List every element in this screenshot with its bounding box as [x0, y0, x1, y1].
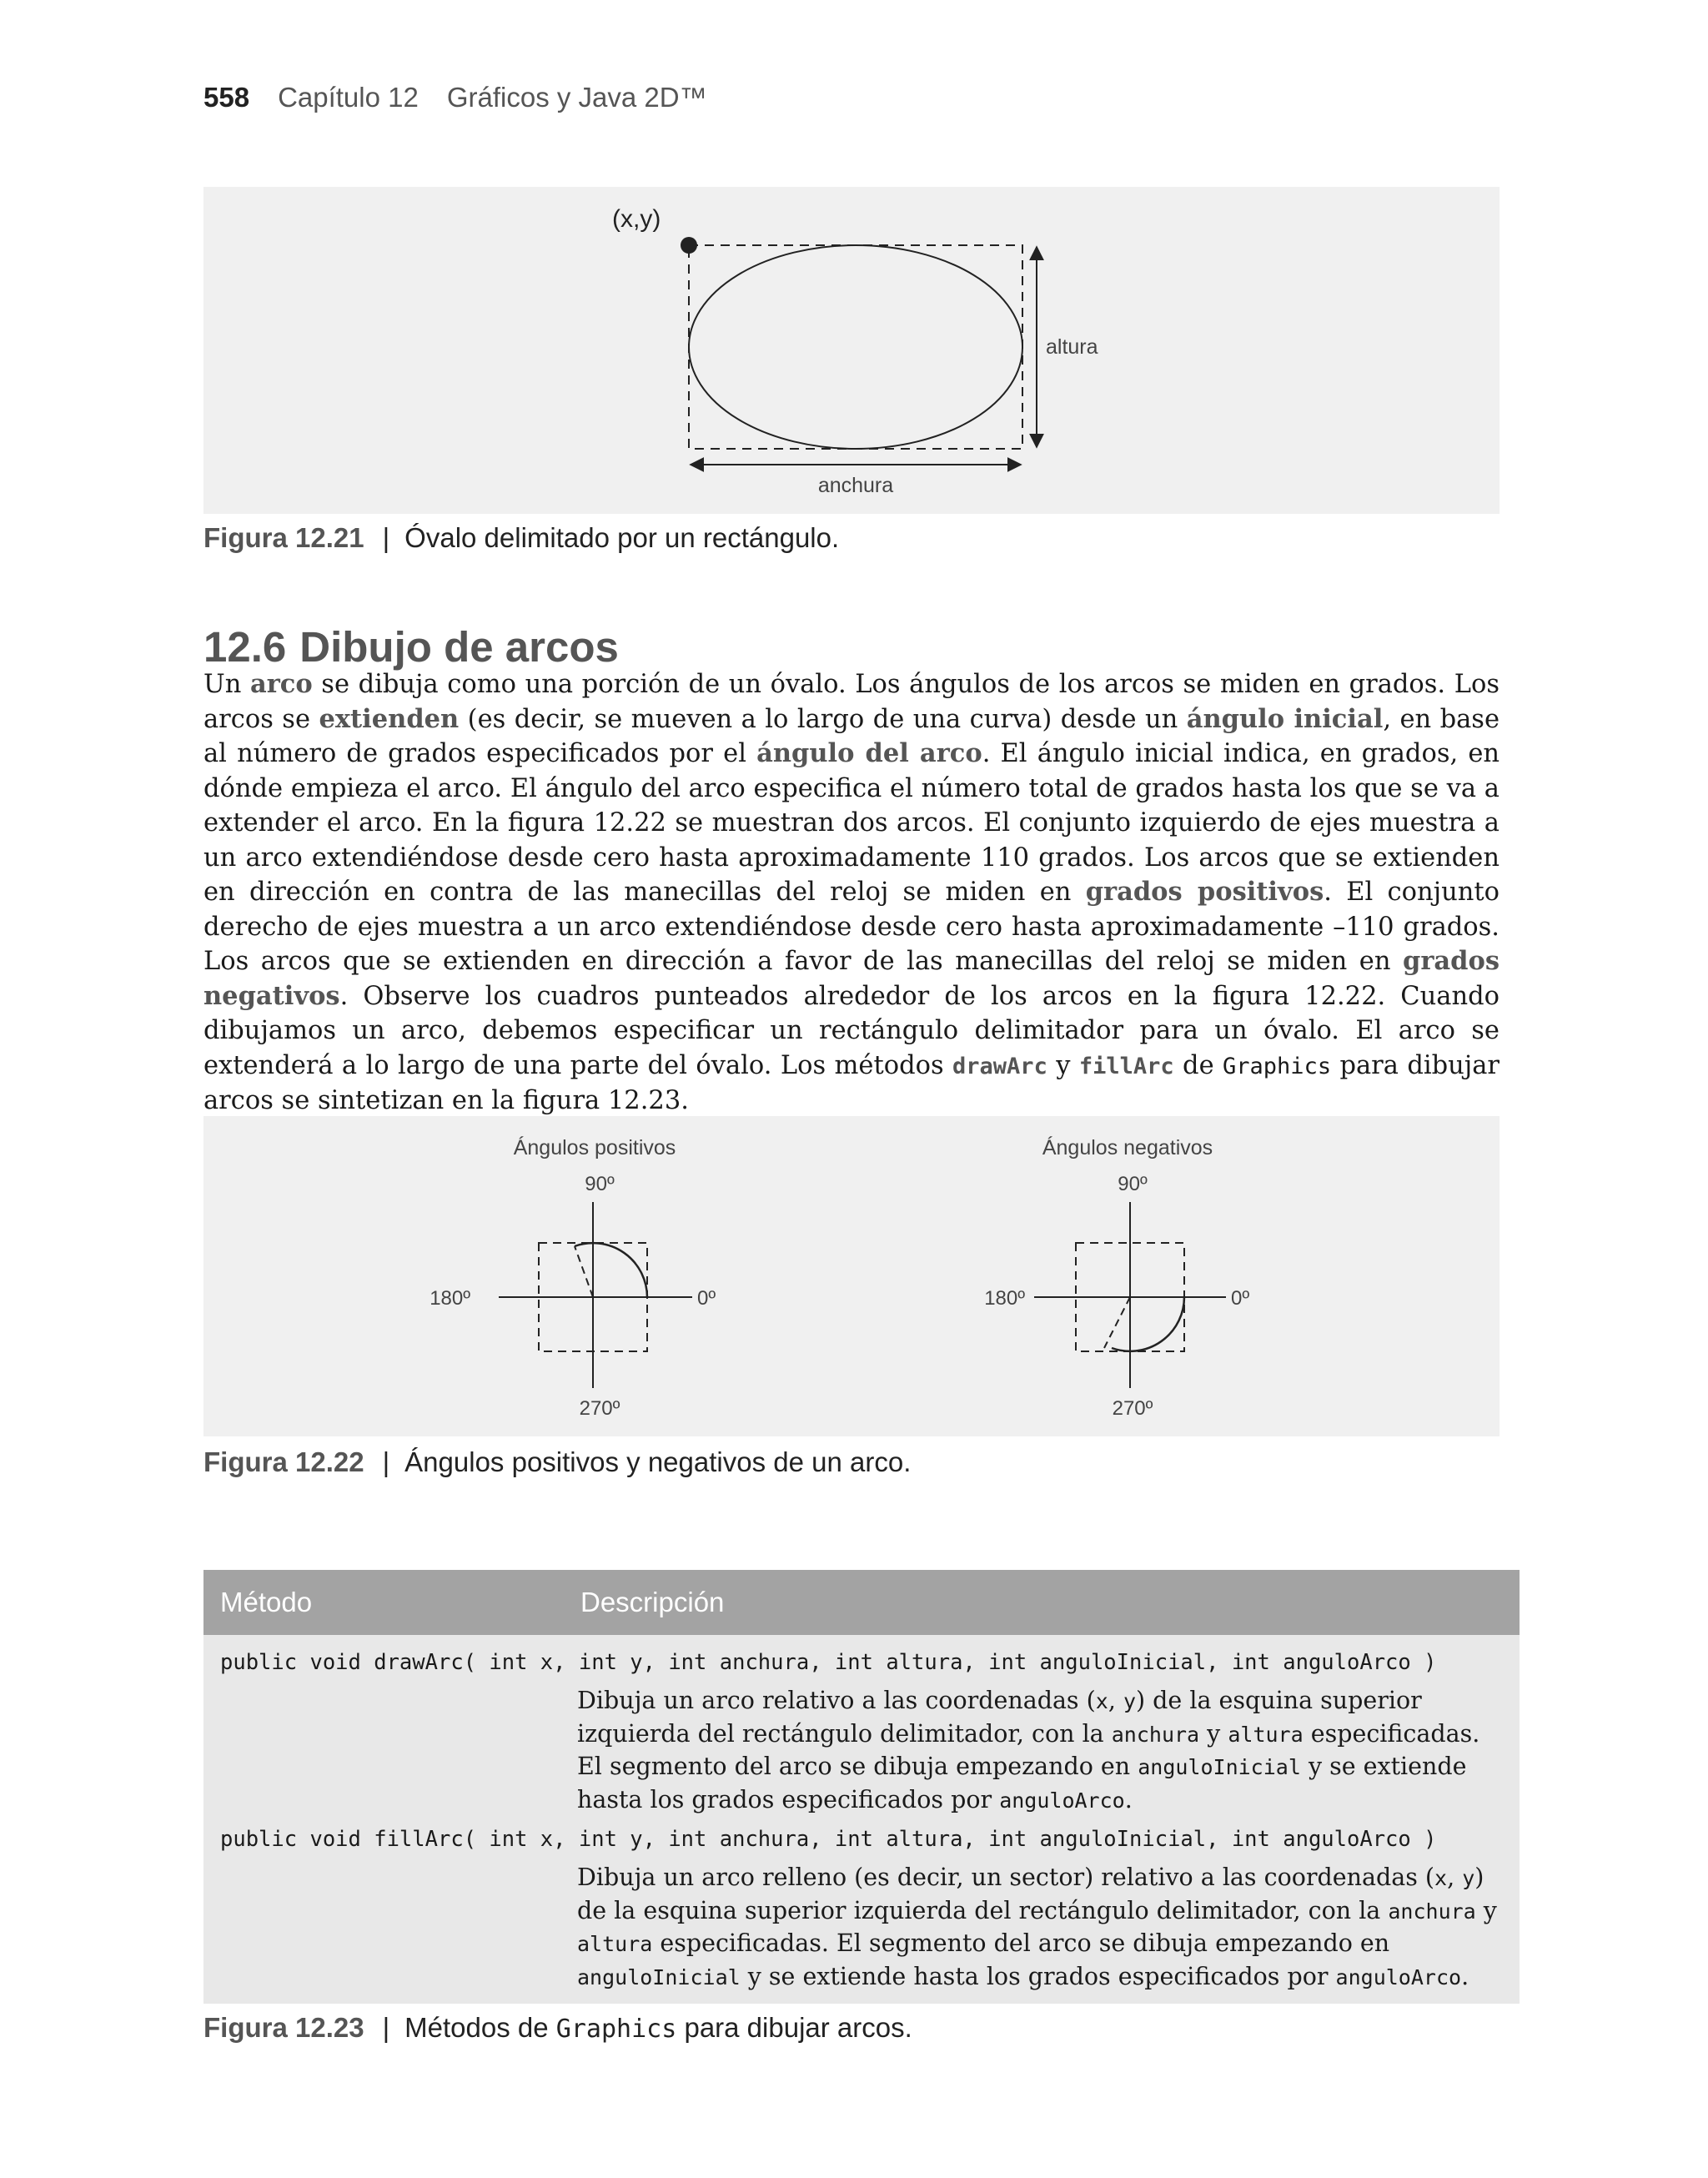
caption-label: Figura 12.23	[203, 2012, 364, 2043]
caption-text-before: Métodos de	[404, 2012, 556, 2043]
table-header	[203, 1570, 1520, 1635]
description-run: y se extiende hasta los grados especificados por	[740, 1962, 1336, 1990]
description-run: ) de la esquina superior izquierda del rectángulo delimitador, con la	[577, 1687, 1422, 1748]
method-signature-drawarc: public void drawArc( int x, int y, int anchura, int altura, int anguloInicial, int anguloArco )	[220, 1650, 1437, 1675]
negative-arc	[1112, 1297, 1184, 1351]
page-number: 558	[203, 82, 250, 113]
paragraph-run: Un	[203, 670, 250, 699]
running-header	[203, 82, 707, 113]
description-run: Dibuja un arco relativo a las coordenadas (	[577, 1687, 1096, 1714]
positive-arc-end-radius	[575, 1246, 593, 1297]
description-run: y	[1199, 1719, 1228, 1748]
paragraph-bold-run: grados negativos	[203, 946, 1500, 1011]
description-run: ,	[1108, 1687, 1123, 1714]
description-run: especificadas. El segmento del arco se dibuja empezando en	[577, 1719, 1480, 1780]
caption-separator: |	[382, 2012, 390, 2043]
description-code-run: anguloArco	[1335, 1964, 1462, 1989]
paragraph-bold-run: arco	[249, 669, 313, 699]
description-run: y se extiende hasta los grados especificados por	[577, 1753, 1467, 1813]
height-label: altura	[1046, 335, 1098, 359]
description-run: ,	[1447, 1864, 1463, 1891]
negative-angles-axes	[984, 1135, 1249, 1420]
label-90-left: 90º	[585, 1173, 615, 1195]
label-0-left: 0º	[697, 1287, 716, 1310]
paragraph-run: de	[1173, 1050, 1223, 1080]
paragraph-code-run: Graphics	[1223, 1053, 1332, 1079]
negative-angles-title: Ángulos negativos	[1042, 1136, 1213, 1159]
methods-table	[203, 1570, 1520, 2004]
caption-separator: |	[382, 522, 390, 553]
label-180-right: 180º	[984, 1287, 1025, 1310]
column-header-method: Método	[220, 1587, 313, 1617]
width-label: anchura	[817, 474, 894, 497]
paragraph-run: . Observe los cuadros punteados alrededor de los arcos en la figura 12.22. Cuando dibujamos un arco, debemos especificar un rectángulo delimitador para un óvalo. El arco se extenderá a lo largo de una parte del óvalo. Los métodos	[203, 981, 1500, 1080]
paragraph-code-bold-run: drawArc	[952, 1053, 1047, 1079]
figure-12-21-panel	[203, 187, 1500, 514]
caption-text: Ángulos positivos y negativos de un arco.	[404, 1446, 912, 1477]
description-code-run: anchura	[1111, 1722, 1200, 1747]
description-code-run: anguloInicial	[577, 1964, 741, 1989]
caption-separator: |	[382, 1446, 390, 1477]
figure-12-22-panel	[203, 1116, 1500, 1436]
section-number: 12.6	[203, 623, 287, 671]
method-description-fillarc	[577, 1862, 1498, 1994]
label-180-left: 180º	[430, 1287, 470, 1310]
paragraph-run: y	[1047, 1050, 1079, 1080]
figure-12-21-caption	[203, 522, 839, 554]
paragraph-run: se dibuja como una porción de un óvalo. Los ángulos de los arcos se miden en grados. Los arcos se	[203, 670, 1500, 734]
description-run: Dibuja un arco relleno (es decir, un sector) relativo a las coordenadas (	[577, 1864, 1435, 1891]
description-code-run: anchura	[1388, 1899, 1476, 1924]
description-run: .	[1124, 1785, 1133, 1813]
column-header-description: Descripción	[580, 1587, 725, 1617]
caption-label: Figura 12.22	[203, 1446, 364, 1477]
description-code-run: altura	[577, 1932, 653, 1956]
label-270-right: 270º	[1112, 1397, 1153, 1420]
chapter-title: Gráficos y Java 2D™	[446, 82, 707, 113]
positive-angles-axes	[430, 1135, 716, 1420]
positive-arc	[575, 1243, 647, 1297]
label-90-right: 90º	[1118, 1173, 1148, 1195]
description-run: .	[1461, 1962, 1469, 1990]
description-code-run: x	[1095, 1689, 1108, 1713]
description-code-run: y	[1123, 1689, 1136, 1713]
method-description-drawarc	[577, 1685, 1498, 1817]
description-run: ) de la esquina superior izquierda del rectángulo delimitador, con la	[577, 1864, 1484, 1924]
description-run: especificadas. El segmento del arco se dibuja empezando en	[652, 1929, 1390, 1957]
label-270-left: 270º	[579, 1397, 620, 1420]
paragraph-run: , en base al número de grados especificados por el	[203, 704, 1500, 768]
description-code-run: altura	[1228, 1722, 1304, 1747]
paragraph-run: para dibujar arcos se sintetizan en la figura 12.23.	[203, 1050, 1500, 1115]
method-signature-fillarc: public void fillArc( int x, int y, int anchura, int altura, int anguloInicial, int anguloArco )	[220, 1827, 1437, 1852]
paragraph-bold-run: ángulo inicial	[1186, 703, 1384, 734]
body-paragraph	[203, 667, 1500, 1119]
paragraph-run: . El ángulo inicial indica, en grados, en dónde empieza el arco. El ángulo del arco especifica el número total de grados hasta los que se va a extender el arco. En la figura 12.22 se muestran dos arcos. El conjunto izquierdo de ejes muestra a un arco extendiéndose desde cero hasta aproximadamente 110 grados. Los arcos que se extienden en dirección en contra de las manecillas del reloj se miden en	[203, 739, 1500, 907]
caption-label: Figura 12.21	[203, 522, 364, 553]
paragraph-run: (es decir, se mueven a lo largo de una curva) desde un	[459, 704, 1187, 734]
positive-angles-title: Ángulos positivos	[513, 1136, 676, 1159]
paragraph-bold-run: grados positivos	[1085, 877, 1324, 907]
oval-diagram	[203, 187, 1500, 514]
negative-arc-end-radius	[1104, 1297, 1130, 1348]
figure-12-22-caption	[203, 1446, 911, 1478]
description-run: y	[1475, 1896, 1497, 1924]
description-code-run: x	[1434, 1866, 1448, 1890]
chapter-label: Capítulo 12	[278, 82, 419, 113]
bounding-rectangle	[689, 245, 1022, 449]
caption-text: Óvalo delimitado por un rectángulo.	[404, 522, 840, 553]
section-heading	[203, 622, 619, 672]
paragraph-bold-run: ángulo del arco	[756, 738, 982, 768]
arc-angles-diagram	[203, 1116, 1500, 1436]
paragraph-code-bold-run: fillArc	[1078, 1053, 1174, 1079]
oval	[689, 245, 1022, 449]
section-title: Dibujo de arcos	[299, 623, 619, 671]
paragraph-bold-run: extienden	[319, 703, 460, 734]
label-0-right: 0º	[1231, 1287, 1250, 1310]
description-code-run: anguloInicial	[1138, 1755, 1301, 1779]
paragraph-run: . El conjunto derecho de ejes muestra a un arco extendiéndose desde cero hasta aproximadamente –110 grados. Los arcos que se extienden en dirección a favor de las manecillas del reloj se miden en	[203, 878, 1500, 976]
caption-code: Graphics	[555, 2015, 677, 2044]
caption-text-after: para dibujar arcos.	[676, 2012, 912, 2043]
figure-12-23-caption	[203, 2012, 912, 2044]
point-label: (x,y)	[612, 205, 661, 233]
description-code-run: y	[1462, 1866, 1475, 1890]
description-code-run: anguloArco	[999, 1788, 1125, 1813]
